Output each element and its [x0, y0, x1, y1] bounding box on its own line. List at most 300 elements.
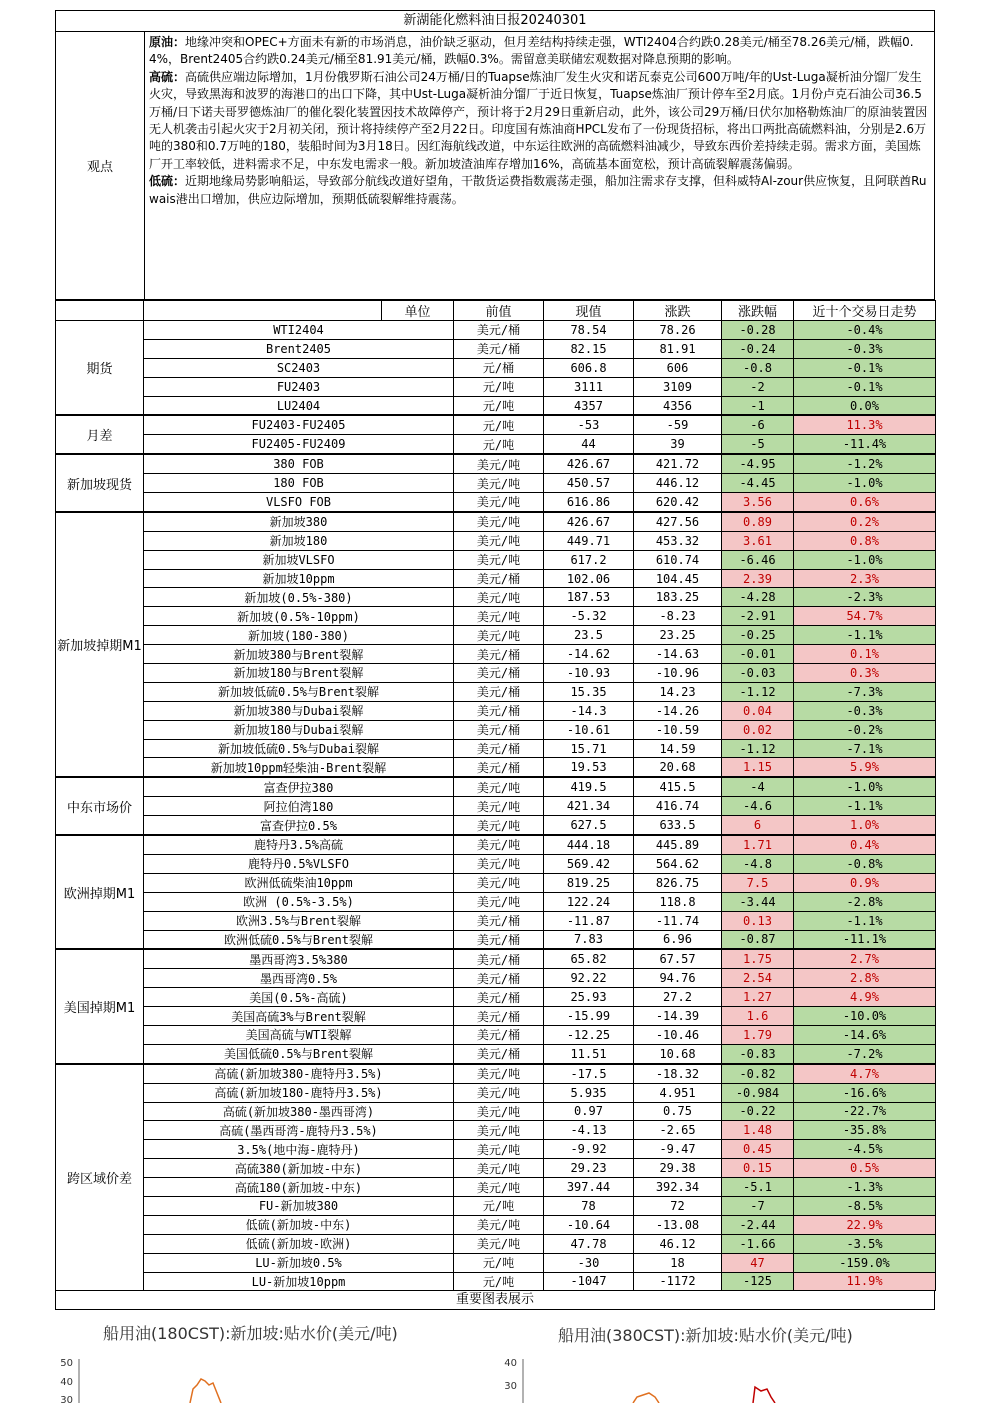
change-cell: -5: [722, 435, 794, 454]
change-pct-cell: 0.9%: [794, 873, 936, 892]
unit-cell: 美元/吨: [454, 1178, 544, 1197]
table-row: [56, 1272, 936, 1291]
charts-area: [55, 1309, 935, 1403]
prev-value: 65.82: [544, 949, 634, 968]
row-name: 欧洲低硫0.5%与Brent裂解: [144, 930, 454, 949]
prev-value: 82.15: [544, 339, 634, 358]
change-pct-cell: -7.1%: [794, 739, 936, 758]
change-cell: -7: [722, 1196, 794, 1215]
unit-cell: 美元/桶: [454, 988, 544, 1007]
row-name: 新加坡380与Dubai裂解: [144, 701, 454, 720]
row-name: 新加坡低硫0.5%与Dubai裂解: [144, 739, 454, 758]
change-cell: 2.54: [722, 969, 794, 988]
table-row: [56, 645, 936, 664]
change-cell: -4: [722, 777, 794, 796]
row-name: 新加坡10ppm: [144, 569, 454, 588]
row-name: FU2403-FU2405: [144, 415, 454, 434]
table-row: [56, 493, 936, 512]
change-pct-cell: 4.7%: [794, 1064, 936, 1083]
change-cell: -1.12: [722, 739, 794, 758]
row-name: 新加坡VLSFO: [144, 550, 454, 569]
prev-value: 426.67: [544, 454, 634, 473]
prev-value: 19.53: [544, 758, 634, 777]
table-row: [56, 607, 936, 626]
chart-title-380: 船用油(380CST):新加坡:贴水价(美元/吨): [558, 1326, 853, 1345]
prev-value: -1047: [544, 1272, 634, 1291]
chart-180-ytick: 50: [60, 1358, 73, 1369]
curr-value: 564.62: [634, 854, 722, 873]
unit-cell: 美元/桶: [454, 1044, 544, 1063]
change-cell: 0.45: [722, 1140, 794, 1159]
change-pct-cell: -11.4%: [794, 435, 936, 454]
curr-value: 29.38: [634, 1159, 722, 1178]
change-cell: -0.03: [722, 664, 794, 683]
table-row: [56, 454, 936, 473]
table-row: [56, 1064, 936, 1083]
change-cell: 0.02: [722, 720, 794, 739]
change-pct-cell: -7.3%: [794, 682, 936, 701]
change-cell: 0.15: [722, 1159, 794, 1178]
curr-value: 67.57: [634, 949, 722, 968]
unit-cell: 美元/桶: [454, 682, 544, 701]
table-row: [56, 396, 936, 415]
row-name: 高硫(新加坡180-鹿特丹3.5%): [144, 1083, 454, 1102]
table-row: [56, 1140, 936, 1159]
category-label: 新加坡掉期M1: [56, 512, 144, 777]
view-paragraph-crude: 原油：地缘冲突和OPEC+方面未有新的市场消息，油价缺乏驱动，但月差结构持续走强，WTI2404合约跌0.28美元/桶至78.26美元/桶，跌幅0.4%，Brent2405合约跌0.24美元/桶至81.91美元/桶，跌幅0.3%。需留意美联储宏观数据对降息预期的影响。: [149, 35, 914, 67]
prev-value: 617.2: [544, 550, 634, 569]
change-cell: 1.75: [722, 949, 794, 968]
unit-cell: 美元/桶: [454, 339, 544, 358]
unit-cell: 美元/桶: [454, 911, 544, 930]
row-name: 新加坡(0.5%-10ppm): [144, 607, 454, 626]
change-pct-cell: 2.3%: [794, 569, 936, 588]
prev-value: 450.57: [544, 474, 634, 493]
curr-value: 421.72: [634, 454, 722, 473]
table-row: [56, 988, 936, 1007]
change-cell: -2.91: [722, 607, 794, 626]
row-name: 新加坡180与Brent裂解: [144, 664, 454, 683]
change-pct-cell: -1.2%: [794, 454, 936, 473]
change-pct-cell: 5.9%: [794, 758, 936, 777]
prev-value: -9.92: [544, 1140, 634, 1159]
prev-value: -30: [544, 1253, 634, 1272]
row-name: 富查伊拉0.5%: [144, 816, 454, 835]
curr-value: 4356: [634, 396, 722, 415]
prev-value: 5.935: [544, 1083, 634, 1102]
category-label: 美国掉期M1: [56, 949, 144, 1063]
change-pct-cell: 0.6%: [794, 493, 936, 512]
prev-value: 421.34: [544, 797, 634, 816]
table-row: [56, 531, 936, 550]
unit-cell: 美元/桶: [454, 701, 544, 720]
price-table: [55, 300, 936, 1291]
chart-180-ytick: 40: [60, 1377, 73, 1388]
curr-value: 4.951: [634, 1083, 722, 1102]
prev-value: 4357: [544, 396, 634, 415]
curr-value: 3109: [634, 377, 722, 396]
curr-value: 446.12: [634, 474, 722, 493]
curr-value: -14.63: [634, 645, 722, 664]
table-row: [56, 911, 936, 930]
change-pct-cell: 0.4%: [794, 835, 936, 854]
category-label: 期货: [56, 321, 144, 416]
change-pct-cell: -7.2%: [794, 1044, 936, 1063]
unit-cell: 美元/吨: [454, 777, 544, 796]
table-row: [56, 816, 936, 835]
table-row: [56, 626, 936, 645]
prev-value: 15.35: [544, 682, 634, 701]
prev-value: -14.3: [544, 701, 634, 720]
change-pct-cell: -0.3%: [794, 339, 936, 358]
change-cell: -4.8: [722, 854, 794, 873]
unit-cell: 美元/吨: [454, 835, 544, 854]
table-row: [56, 1159, 936, 1178]
prev-value: 78: [544, 1196, 634, 1215]
unit-cell: 美元/桶: [454, 949, 544, 968]
curr-value: 20.68: [634, 758, 722, 777]
prev-value: 3111: [544, 377, 634, 396]
prev-value: 426.67: [544, 512, 634, 531]
category-label: 月差: [56, 415, 144, 454]
change-cell: -0.22: [722, 1102, 794, 1121]
table-row: [56, 720, 936, 739]
unit-cell: 美元/吨: [454, 474, 544, 493]
change-cell: -4.28: [722, 588, 794, 607]
row-name: LU-新加坡0.5%: [144, 1253, 454, 1272]
row-name: 380 FOB: [144, 454, 454, 473]
row-name: 墨西哥湾3.5%380: [144, 949, 454, 968]
chart-title-180: 船用油(180CST):新加坡:贴水价(美元/吨): [103, 1324, 398, 1343]
curr-value: 416.74: [634, 797, 722, 816]
unit-cell: 美元/桶: [454, 645, 544, 664]
unit-cell: 美元/桶: [454, 321, 544, 340]
prev-value: 23.5: [544, 626, 634, 645]
prev-value: 627.5: [544, 816, 634, 835]
prev-value: 187.53: [544, 588, 634, 607]
change-pct-cell: -1.1%: [794, 626, 936, 645]
table-header-row: [56, 301, 936, 321]
chart-180-ytick: 30: [60, 1395, 73, 1403]
prev-value: 47.78: [544, 1234, 634, 1253]
prev-value: 92.22: [544, 969, 634, 988]
table-row: [56, 701, 936, 720]
unit-cell: 元/吨: [454, 1253, 544, 1272]
view-text: [145, 32, 934, 299]
table-row: [56, 664, 936, 683]
change-pct-cell: -0.8%: [794, 854, 936, 873]
unit-cell: 美元/吨: [454, 816, 544, 835]
curr-value: 620.42: [634, 493, 722, 512]
change-cell: -0.83: [722, 1044, 794, 1063]
change-cell: 1.79: [722, 1025, 794, 1044]
change-pct-cell: -11.1%: [794, 930, 936, 949]
unit-cell: 美元/吨: [454, 1083, 544, 1102]
view-paragraph-hsfo: 高硫：高硫供应端边际增加，1月份俄罗斯石油公司24万桶/日的Tuapse炼油厂发生火灾和诺瓦泰克公司600万吨/年的Ust-Luga凝析油分馏厂发生火灾，导致黑海和波罗的海港口的出口下降，其中Ust-Luga凝析油分馏厂于近日恢复，Tuapse炼油厂预计停车至2月底。1月份卢克石油公司36.5万桶/日下诺夫哥罗德炼油厂的催化裂化装置因技术故障停产，预计将于2月29日重新启动，此外，该公司29万桶/日伏尔加格勒炼油厂的原油装置因无人机袭击引起火灾于2月初关闭，预计将持续停产至2月22日。印度国有炼油商HPCL发布了一份现货招标，将出口两批高硫燃料油，分别是2.6万吨的380和0.7万吨的180，装船时间为3月18日。因红海航线改道，中东运往欧洲的高硫燃料油减少，导致东西价差持续走弱。需求方面，美国炼厂开工率较低，进料需求不足，中东发电需求一般。新加坡渣油库存增加16%，高硫基本面宽松，预计高硫裂解震荡偏弱。: [149, 69, 928, 171]
change-pct-cell: -4.5%: [794, 1140, 936, 1159]
curr-value: -1172: [634, 1272, 722, 1291]
report-title: 新湖能化燃料油日报20240301: [55, 10, 935, 32]
unit-cell: 美元/桶: [454, 969, 544, 988]
change-cell: 2.39: [722, 569, 794, 588]
change-pct-cell: 0.5%: [794, 1159, 936, 1178]
prev-value: 102.06: [544, 569, 634, 588]
change-pct-cell: 0.3%: [794, 664, 936, 683]
table-row: [56, 777, 936, 796]
unit-cell: 美元/桶: [454, 1007, 544, 1026]
unit-cell: 美元/吨: [454, 797, 544, 816]
change-cell: -1: [722, 396, 794, 415]
table-row: [56, 588, 936, 607]
category-label: 新加坡现货: [56, 454, 144, 512]
chart-380: [485, 1349, 935, 1403]
prev-value: 616.86: [544, 493, 634, 512]
table-row: [56, 321, 936, 340]
change-cell: -6.46: [722, 550, 794, 569]
prev-value: 122.24: [544, 892, 634, 911]
change-cell: 3.61: [722, 531, 794, 550]
unit-cell: 元/吨: [454, 396, 544, 415]
change-cell: -0.8: [722, 358, 794, 377]
table-row: [56, 892, 936, 911]
prev-value: -4.13: [544, 1121, 634, 1140]
header-change: 涨跌: [634, 301, 722, 321]
table-row: [56, 1083, 936, 1102]
change-cell: 1.6: [722, 1007, 794, 1026]
change-pct-cell: 0.0%: [794, 396, 936, 415]
row-name: 新加坡10ppm轻柴油-Brent裂解: [144, 758, 454, 777]
row-name: 新加坡低硫0.5%与Brent裂解: [144, 682, 454, 701]
row-name: 美国高硫与WTI裂解: [144, 1025, 454, 1044]
category-label: 中东市场价: [56, 777, 144, 835]
report-sheet: [55, 10, 935, 1310]
change-cell: 6: [722, 816, 794, 835]
change-cell: -0.82: [722, 1064, 794, 1083]
curr-value: 14.23: [634, 682, 722, 701]
table-row: [56, 930, 936, 949]
header-curr: 现值: [544, 301, 634, 321]
row-name: 欧洲3.5%与Brent裂解: [144, 911, 454, 930]
curr-value: 94.76: [634, 969, 722, 988]
row-name: 阿拉伯湾180: [144, 797, 454, 816]
prev-value: 11.51: [544, 1044, 634, 1063]
row-name: 低硫(新加坡-欧洲): [144, 1234, 454, 1253]
row-name: 新加坡180与Dubai裂解: [144, 720, 454, 739]
curr-value: 415.5: [634, 777, 722, 796]
unit-cell: 元/桶: [454, 358, 544, 377]
prev-value: 25.93: [544, 988, 634, 1007]
chart-380-line-a: [633, 1393, 659, 1403]
row-name: 高硫380(新加坡-中东): [144, 1159, 454, 1178]
unit-cell: 元/吨: [454, 415, 544, 434]
header-change-pct: 涨跌幅: [722, 301, 794, 321]
row-name: 墨西哥湾0.5%: [144, 969, 454, 988]
row-name: 高硫180(新加坡-中东): [144, 1178, 454, 1197]
change-pct-cell: 0.8%: [794, 531, 936, 550]
change-pct-cell: -10.0%: [794, 1007, 936, 1026]
change-cell: -4.45: [722, 474, 794, 493]
unit-cell: 美元/吨: [454, 1159, 544, 1178]
change-pct-cell: 11.9%: [794, 1272, 936, 1291]
change-pct-cell: -8.5%: [794, 1196, 936, 1215]
unit-cell: 美元/吨: [454, 1064, 544, 1083]
table-row: [56, 1044, 936, 1063]
table-row: [56, 797, 936, 816]
unit-cell: 美元/吨: [454, 531, 544, 550]
prev-value: -53: [544, 415, 634, 434]
curr-value: 606: [634, 358, 722, 377]
curr-value: -59: [634, 415, 722, 434]
chart-180-line: [190, 1379, 221, 1403]
charts-section-title: 重要图表展示: [55, 1291, 935, 1310]
unit-cell: 美元/吨: [454, 454, 544, 473]
curr-value: -2.65: [634, 1121, 722, 1140]
change-cell: -125: [722, 1272, 794, 1291]
row-name: 欧洲低硫柴油10ppm: [144, 873, 454, 892]
row-name: SC2403: [144, 358, 454, 377]
change-cell: -0.01: [722, 645, 794, 664]
prev-value: -5.32: [544, 607, 634, 626]
change-cell: -0.87: [722, 930, 794, 949]
table-row: [56, 1178, 936, 1197]
table-row: [56, 1234, 936, 1253]
curr-value: -18.32: [634, 1064, 722, 1083]
change-cell: 47: [722, 1253, 794, 1272]
change-pct-cell: -16.6%: [794, 1083, 936, 1102]
curr-value: 633.5: [634, 816, 722, 835]
curr-value: 427.56: [634, 512, 722, 531]
unit-cell: 美元/桶: [454, 930, 544, 949]
table-row: [56, 339, 936, 358]
unit-cell: 美元/桶: [454, 1025, 544, 1044]
row-name: 富查伊拉380: [144, 777, 454, 796]
change-cell: -2: [722, 377, 794, 396]
unit-cell: 美元/桶: [454, 739, 544, 758]
row-name: 3.5%(地中海-鹿特丹): [144, 1140, 454, 1159]
category-label: 跨区域价差: [56, 1064, 144, 1291]
header-unit: 单位: [382, 301, 454, 321]
change-cell: -4.95: [722, 454, 794, 473]
change-pct-cell: -2.3%: [794, 588, 936, 607]
curr-value: 826.75: [634, 873, 722, 892]
curr-value: 453.32: [634, 531, 722, 550]
curr-value: 10.68: [634, 1044, 722, 1063]
table-row: [56, 1121, 936, 1140]
change-pct-cell: 22.9%: [794, 1215, 936, 1234]
change-cell: -1.66: [722, 1234, 794, 1253]
view-paragraph-lsfo: 低硫：近期地缘局势影响船运，导致部分航线改道好望角，干散货运费指数震荡走强，船加注需求存支撑，但科威特Al-zour供应恢复，且阿联酋Ruwais港出口增加，供应边际增加，预期低硫裂解维持震荡。: [149, 174, 927, 206]
change-cell: 0.13: [722, 911, 794, 930]
prev-value: -17.5: [544, 1064, 634, 1083]
change-pct-cell: 4.9%: [794, 988, 936, 1007]
prev-value: 7.83: [544, 930, 634, 949]
curr-value: -13.08: [634, 1215, 722, 1234]
row-name: FU-新加坡380: [144, 1196, 454, 1215]
curr-value: 27.2: [634, 988, 722, 1007]
table-row: [56, 1215, 936, 1234]
view-label: 观点: [56, 32, 145, 299]
curr-value: -14.26: [634, 701, 722, 720]
prev-value: -15.99: [544, 1007, 634, 1026]
row-name: 新加坡380: [144, 512, 454, 531]
chart-180: [55, 1349, 355, 1403]
curr-value: -8.23: [634, 607, 722, 626]
table-row: [56, 835, 936, 854]
change-cell: -5.1: [722, 1178, 794, 1197]
change-pct-cell: -0.3%: [794, 701, 936, 720]
row-name: 高硫(墨西哥湾-鹿特丹3.5%): [144, 1121, 454, 1140]
curr-value: 81.91: [634, 339, 722, 358]
row-name: 鹿特丹3.5%高硫: [144, 835, 454, 854]
change-pct-cell: -0.1%: [794, 377, 936, 396]
change-pct-cell: -1.3%: [794, 1178, 936, 1197]
table-row: [56, 1025, 936, 1044]
curr-value: 104.45: [634, 569, 722, 588]
prev-value: 449.71: [544, 531, 634, 550]
table-row: [56, 569, 936, 588]
change-pct-cell: -159.0%: [794, 1253, 936, 1272]
unit-cell: 美元/吨: [454, 550, 544, 569]
change-cell: -2.44: [722, 1215, 794, 1234]
row-name: LU-新加坡10ppm: [144, 1272, 454, 1291]
row-name: 新加坡380与Brent裂解: [144, 645, 454, 664]
curr-value: 78.26: [634, 321, 722, 340]
unit-cell: 元/吨: [454, 1272, 544, 1291]
curr-value: -9.47: [634, 1140, 722, 1159]
change-pct-cell: -1.1%: [794, 911, 936, 930]
table-row: [56, 949, 936, 968]
change-cell: -4.6: [722, 797, 794, 816]
row-name: WTI2404: [144, 321, 454, 340]
view-section: [55, 32, 935, 300]
change-pct-cell: 2.7%: [794, 949, 936, 968]
table-row: [56, 682, 936, 701]
change-pct-cell: 11.3%: [794, 415, 936, 434]
curr-value: -10.96: [634, 664, 722, 683]
unit-cell: 美元/吨: [454, 854, 544, 873]
chart-380-ytick: 30: [504, 1381, 517, 1392]
prev-value: 0.97: [544, 1102, 634, 1121]
change-cell: 0.04: [722, 701, 794, 720]
prev-value: 78.54: [544, 321, 634, 340]
change-cell: -0.24: [722, 339, 794, 358]
curr-value: -11.74: [634, 911, 722, 930]
change-cell: -0.25: [722, 626, 794, 645]
curr-value: 72: [634, 1196, 722, 1215]
prev-value: 606.8: [544, 358, 634, 377]
change-pct-cell: 0.1%: [794, 645, 936, 664]
row-name: VLSFO FOB: [144, 493, 454, 512]
table-row: [56, 969, 936, 988]
row-name: 新加坡(180-380): [144, 626, 454, 645]
curr-value: 445.89: [634, 835, 722, 854]
unit-cell: 美元/吨: [454, 588, 544, 607]
change-pct-cell: -0.4%: [794, 321, 936, 340]
prev-value: -14.62: [544, 645, 634, 664]
table-row: [56, 739, 936, 758]
change-pct-cell: -1.1%: [794, 797, 936, 816]
change-cell: 1.15: [722, 758, 794, 777]
table-row: [56, 474, 936, 493]
category-label: 欧洲掉期M1: [56, 835, 144, 949]
curr-value: -14.39: [634, 1007, 722, 1026]
prev-value: 397.44: [544, 1178, 634, 1197]
unit-cell: 美元/吨: [454, 892, 544, 911]
change-pct-cell: -3.5%: [794, 1234, 936, 1253]
unit-cell: 美元/吨: [454, 1215, 544, 1234]
change-cell: 0.89: [722, 512, 794, 531]
prev-value: 569.42: [544, 854, 634, 873]
